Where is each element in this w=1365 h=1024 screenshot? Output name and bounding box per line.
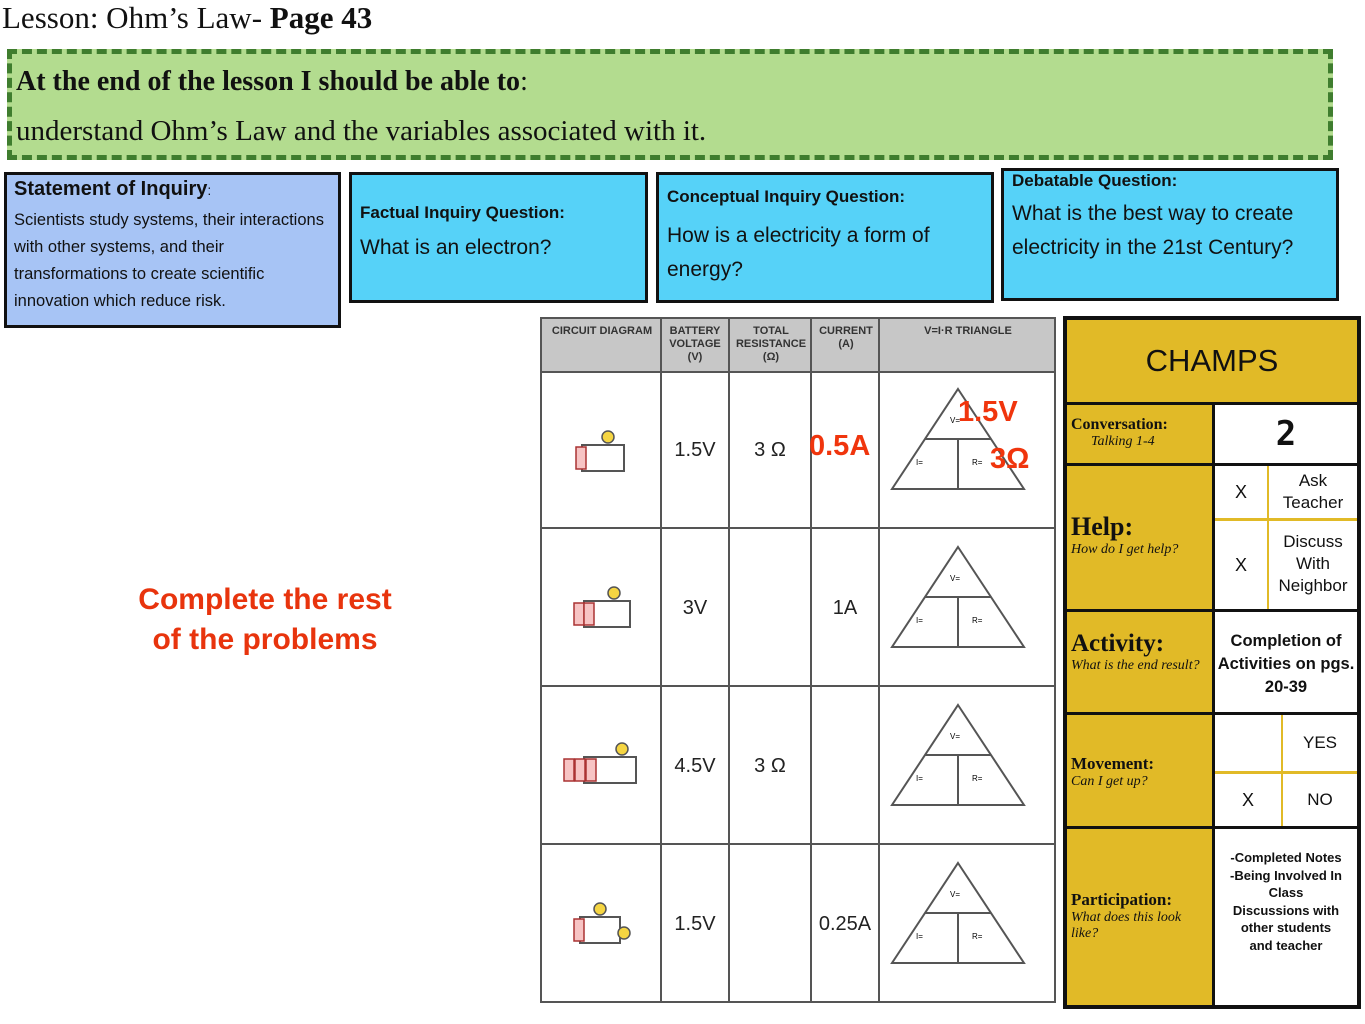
debatable-heading: Debatable Question: [1012,171,1178,190]
help-check-2: X [1215,521,1267,609]
conversation-cell [1071,416,1211,450]
activity-label: Activity: [1071,630,1165,657]
triangle-2-i-label: I= [916,616,923,625]
vir-triangle-3 [888,701,1028,811]
header-battery-voltage: BATTERY VOLTAGE (V) [669,325,721,363]
help-sub: How do I get help? [1071,542,1179,557]
triangle-2-r-label: R= [972,616,983,625]
instruction-text [100,580,430,660]
row1-resistance: 3 Ω [754,439,786,461]
help-cell [1071,512,1211,558]
help-option-1: Ask Teacher [1269,466,1357,518]
help-check-1: X [1215,466,1267,518]
movement-check-yes [1215,715,1281,771]
triangle-3-i-label: I= [916,774,923,783]
row3-resistance: 3 Ω [754,755,786,777]
champs-chart [1063,316,1361,1009]
conversation-label: Conversation: [1071,416,1168,433]
row4-current: 0.25A [818,913,872,935]
answer-voltage-row1: 1.5V [958,396,1018,428]
answer-resistance-row1: 3Ω [990,443,1030,475]
objective-colon: : [520,66,528,97]
circuit-diagram-1 [572,425,636,481]
movement-label: Movement: [1071,754,1155,773]
row2-voltage: 3V [682,597,708,619]
participation-cell [1071,890,1211,942]
title-page: Page 43 [269,0,373,35]
triangle-2-v-label: V= [950,574,961,583]
circuit-diagram-4 [570,897,640,953]
activity-value: Completion of Activities on pgs. 20-39 [1215,612,1357,712]
triangle-1-r-label: R= [972,458,983,467]
triangle-1-i-label: I= [916,458,923,467]
instruction-line-2: of the problems [152,623,378,656]
soi-text: Scientists study systems, their interactions with other systems, and their transformations to create scientific innovation which reduce risk. [14,211,324,310]
learning-objective-box [7,49,1333,160]
answer-current-row1: 0.5A [809,430,871,462]
row3-voltage: 4.5V [674,755,716,777]
triangle-4-i-label: I= [916,932,923,941]
debatable-text: What is the best way to create electricity in the 21st Century? [1012,202,1294,259]
soi-colon: : [207,182,212,198]
conversation-sub: Talking 1-4 [1091,434,1155,449]
circuit-diagram-3 [562,737,642,793]
instruction-line-1: Complete the rest [138,583,392,616]
vir-triangle-4 [888,859,1028,969]
triangle-4-v-label: V= [950,890,961,899]
triangle-1-v-label: V= [950,416,961,425]
activity-sub: What is the end result? [1071,658,1200,673]
objective-text: understand Ohm’s Law and the variables associated with it. [16,115,707,147]
participation-sub: What does this look like? [1071,910,1182,941]
triangle-3-r-label: R= [972,774,983,783]
factual-question-box [349,172,648,303]
conceptual-heading: Conceptual Inquiry Question: [667,187,906,206]
header-total-resistance: TOTAL RESISTANCE (Ω) [735,325,807,363]
row1-voltage: 1.5V [674,439,716,461]
movement-check-no: X [1215,774,1281,826]
statement-of-inquiry-box [4,172,341,328]
row2-current: 1A [832,597,858,619]
header-vir-triangle: V=I·R TRIANGLE [924,325,1012,337]
help-label: Help: [1071,512,1134,541]
activity-cell [1071,630,1211,674]
triangle-3-v-label: V= [950,732,961,741]
conceptual-question-box [656,172,994,303]
movement-option-no: NO [1283,774,1357,826]
page-title [2,0,372,36]
header-circuit-diagram: CIRCUIT DIAGRAM [551,325,653,337]
movement-cell [1071,754,1211,790]
header-current: CURRENT (A) [819,325,873,350]
movement-sub: Can I get up? [1071,774,1148,789]
vir-triangle-2 [888,543,1028,653]
conceptual-text: How is a electricity a form of energy? [667,224,930,281]
objective-heading: At the end of the lesson I should be able to [16,66,521,97]
champs-title: CHAMPS [1145,343,1279,378]
debatable-question-box [1001,168,1339,301]
factual-text: What is an electron? [360,236,552,259]
circuit-diagram-2 [570,581,640,637]
row4-voltage: 1.5V [674,913,716,935]
soi-heading: Statement of Inquiry [14,178,208,200]
participation-label: Participation: [1071,890,1173,909]
participation-value: -Completed Notes -Being Involved In Class Discussions with other students and teacher [1215,829,1357,1005]
help-option-2: Discuss With Neighbor [1269,521,1357,609]
conversation-level: 2 [1215,405,1357,463]
factual-heading: Factual Inquiry Question: [360,203,565,222]
movement-option-yes: YES [1283,715,1357,771]
triangle-4-r-label: R= [972,932,983,941]
title-prefix: Lesson: Ohm’s Law- [2,0,270,35]
